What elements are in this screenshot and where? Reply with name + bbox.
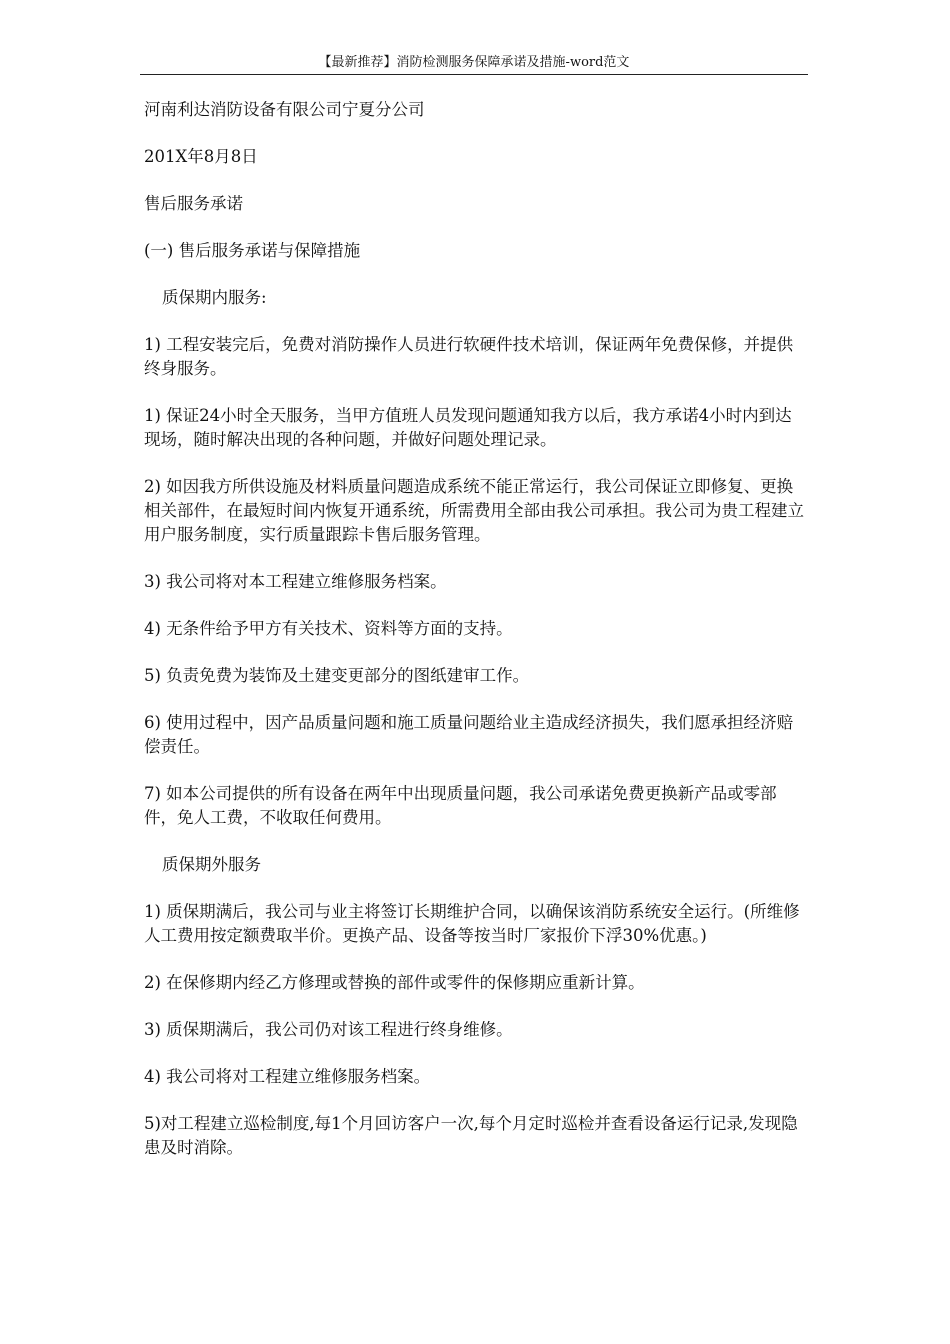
paragraph: 7) 如本公司提供的所有设备在两年中出现质量问题，我公司承诺免费更换新产品或零部件，免人工费，不收取任何费用。	[144, 784, 777, 827]
paragraph: 2) 如因我方所供设施及材料质量问题造成系统不能正常运行，我公司保证立即修复、更换相关部件，在最短时间内恢复开通系统，所需费用全部由我公司承担。我公司为贵工程建立用户服务制度，实行质量跟踪卡售后服务管理。	[144, 477, 804, 544]
section-heading: 质保期内服务:	[162, 288, 267, 307]
paragraph: 5) 负责免费为装饰及土建变更部分的图纸建审工作。	[144, 666, 530, 685]
page-header: 【最新推荐】消防检测服务保障承诺及措施-word范文	[140, 54, 808, 75]
paragraph: 售后服务承诺	[144, 194, 243, 213]
paragraph: 2) 在保修期内经乙方修理或替换的部件或零件的保修期应重新计算。	[144, 973, 645, 992]
paragraph: 5)对工程建立巡检制度,每1个月回访客户一次,每个月定时巡检并查看设备运行记录,发现隐患及时消除。	[144, 1114, 798, 1157]
paragraph: 1) 工程安装完后，免费对消防操作人员进行软硬件技术培训，保证两年免费保修，并提供终身服务。	[144, 335, 794, 378]
paragraph: 3) 我公司将对本工程建立维修服务档案。	[144, 572, 447, 591]
section-heading: 质保期外服务	[162, 855, 261, 874]
document-body	[144, 98, 808, 1183]
paragraph: 1) 质保期满后，我公司与业主将签订长期维护合同，以确保该消防系统安全运行。(所维修人工费用按定额费取半价。更换产品、设备等按当时厂家报价下浮30%优惠。)	[144, 902, 800, 945]
paragraph: 201X年8月8日	[144, 147, 258, 166]
paragraph: 3) 质保期满后，我公司仍对该工程进行终身维修。	[144, 1020, 513, 1039]
paragraph: 河南利达消防设备有限公司宁夏分公司	[144, 100, 425, 119]
paragraph: 1) 保证24小时全天服务，当甲方值班人员发现问题通知我方以后，我方承诺4小时内到达现场，随时解决出现的各种问题，并做好问题处理记录。	[144, 406, 792, 449]
paragraph: 4) 我公司将对工程建立维修服务档案。	[144, 1067, 431, 1086]
paragraph: 6) 使用过程中，因产品质量问题和施工质量问题给业主造成经济损失，我们愿承担经济赔偿责任。	[144, 713, 794, 756]
paragraph: 4) 无条件给予甲方有关技术、资料等方面的支持。	[144, 619, 513, 638]
paragraph: (一) 售后服务承诺与保障措施	[144, 241, 361, 260]
